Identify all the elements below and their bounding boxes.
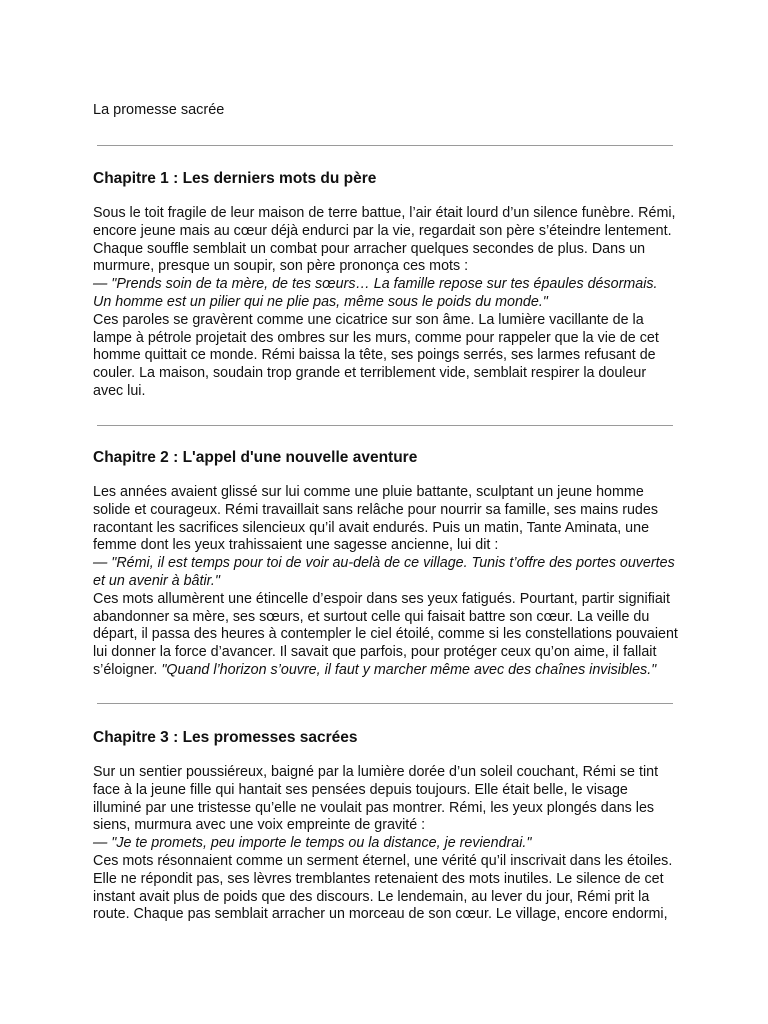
paragraph-line: Ces mots résonnaient comme un serment éternel, une vérité qu’il inscrivait dans les étoiles. bbox=[93, 852, 673, 869]
chapter-body bbox=[93, 205, 677, 401]
quote-line: — "Prends soin de ta mère, de tes sœurs… La famille repose sur tes épaules désormais. bbox=[93, 276, 658, 293]
paragraph-line: Sur un sentier poussiéreux, baigné par la lumière dorée d’un soleil couchant, Rémi se tint bbox=[93, 764, 659, 780]
paragraph-line: siens, murmura avec une voix empreinte de gravité : bbox=[93, 817, 426, 834]
chapter-heading: Chapitre 2 : L'appel d'une nouvelle aventure bbox=[93, 449, 418, 466]
paragraph-line: Elle ne répondit pas, ses lèvres tremblantes retenaient des mots inutiles. Le silence de cet bbox=[93, 870, 664, 887]
paragraph-line: femme dont les yeux trahissaient une sagesse ancienne, lui dit : bbox=[93, 537, 499, 554]
chapter-heading: Chapitre 1 : Les derniers mots du père bbox=[93, 170, 377, 187]
quote-line: — "Rémi, il est temps pour toi de voir au-delà de ce village. Tunis t’offre des portes ouvertes bbox=[93, 555, 675, 572]
paragraph-line: avec lui. bbox=[93, 382, 146, 399]
chapter-body bbox=[93, 764, 677, 924]
paragraph-line: Les années avaient glissé sur lui comme une pluie battante, sculptant un jeune homme bbox=[93, 484, 644, 500]
paragraph-line: s’éloigner. "Quand l’horizon s’ouvre, il faut y marcher même avec des chaînes invisibles." bbox=[93, 661, 657, 678]
paragraph-line: homme quittait ce monde. Rémi baissa la tête, ses poings serrés, ses larmes refusant de bbox=[93, 347, 656, 364]
paragraph-line: Ces mots allumèrent une étincelle d’espoir dans ses yeux fatigués. Pourtant, partir signifiait bbox=[93, 590, 670, 607]
paragraph-line: encore jeune mais au cœur déjà endurci par la vie, regardait son père s’éteindre lentement. bbox=[93, 222, 672, 239]
paragraph-line: illuminé par une tristesse qu’elle ne voulait pas montrer. Rémi, les yeux plongés dans les bbox=[93, 799, 655, 816]
paragraph-line: départ, il passa des heures à contempler le ciel étoilé, comme si les constellations pouvaient bbox=[93, 626, 678, 643]
paragraph-line: instant avait plus de poids que des discours. Le lendemain, au lever du jour, Rémi prit la bbox=[93, 888, 650, 905]
paragraph-line: Chaque souffle semblait un combat pour arracher quelques secondes de plus. Dans un bbox=[93, 240, 646, 257]
chapter-section bbox=[93, 728, 677, 924]
paragraph-line: lampe à pétrole projetait des ombres sur les murs, comme pour rappeler que la vie de cet bbox=[93, 329, 659, 346]
chapter-section bbox=[93, 448, 677, 680]
paragraph-line: lui donner la force d’avancer. Il savait que parfois, pour protéger ceux qu’on aime, il fallait bbox=[93, 644, 657, 661]
paragraph-line: Ces paroles se gravèrent comme une cicatrice sur son âme. La lumière vacillante de la bbox=[93, 311, 644, 328]
quote-line: Un homme est un pilier qui ne plie pas, même sous le poids du monde." bbox=[93, 293, 548, 310]
paragraph-line: couler. La maison, soudain trop grande et terriblement vide, semblait respirer la douleur bbox=[93, 365, 647, 382]
divider bbox=[97, 145, 673, 146]
paragraph-line: Sous le toit fragile de leur maison de terre battue, l’air était lourd d’un silence funèbre. Rémi, bbox=[93, 205, 676, 221]
chapter-heading: Chapitre 3 : Les promesses sacrées bbox=[93, 729, 358, 746]
divider bbox=[97, 703, 673, 704]
paragraph-line: solide et courageux. Rémi travaillait sans relâche pour nourrir sa famille, ses mains rudes bbox=[93, 501, 658, 518]
quote-line: — "Je te promets, peu importe le temps ou la distance, je reviendrai." bbox=[93, 835, 532, 852]
document-title: La promesse sacrée bbox=[93, 102, 225, 118]
quote-line: et un avenir à bâtir." bbox=[93, 572, 220, 589]
paragraph-line: racontant les sacrifices silencieux qu’il avait endurés. Puis un matin, Tante Aminata, une bbox=[93, 519, 650, 536]
paragraph-line: face à la jeune fille qui hantait ses pensées depuis toujours. Elle était belle, le visage bbox=[93, 781, 628, 798]
paragraph-line: murmure, presque un soupir, son père prononça ces mots : bbox=[93, 258, 469, 275]
paragraph-line: abandonner sa mère, ses sœurs, et surtout celle qui faisait battre son cœur. La veille du bbox=[93, 608, 650, 625]
quote-fragment: "Quand l’horizon s’ouvre, il faut y marcher même avec des chaînes invisibles." bbox=[161, 661, 657, 678]
paragraph-line: route. Chaque pas semblait arracher un morceau de son cœur. Le village, encore endormi, bbox=[93, 906, 668, 923]
chapter-section bbox=[93, 169, 677, 401]
divider bbox=[97, 425, 673, 426]
chapter-body bbox=[93, 484, 677, 680]
